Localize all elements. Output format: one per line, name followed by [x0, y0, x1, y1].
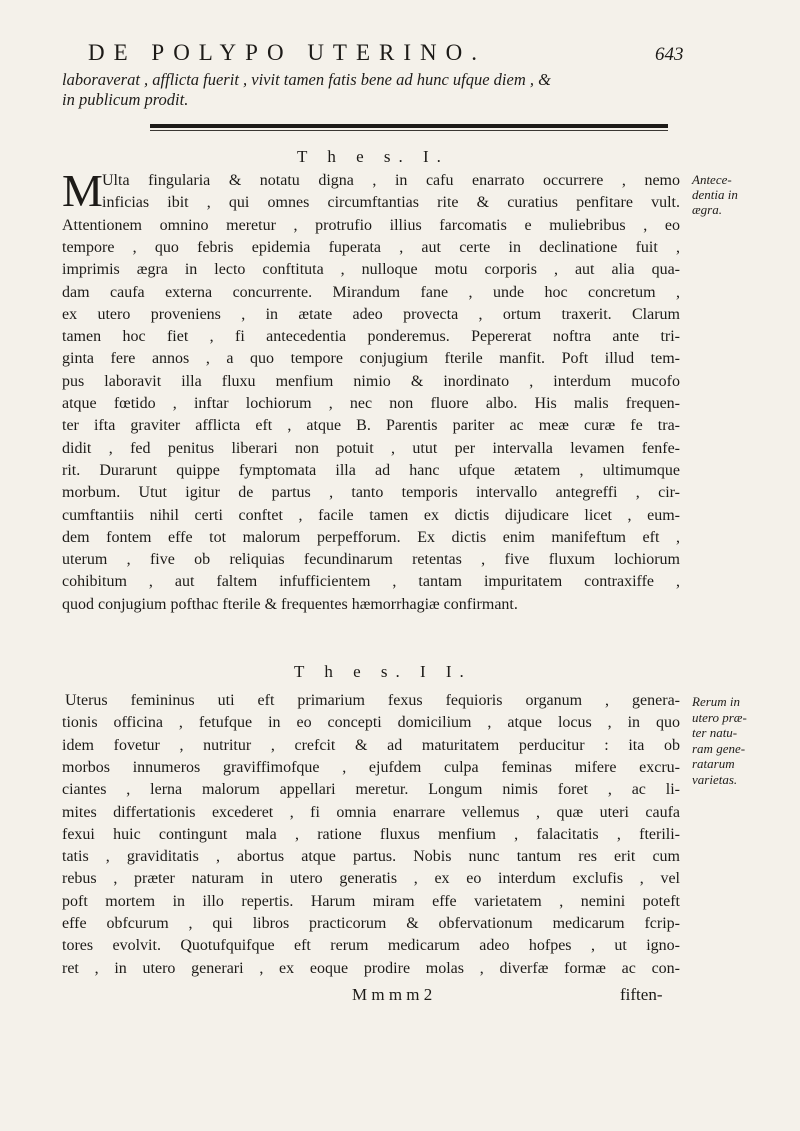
text-line: rit. Durarunt quippe fymptomata illa ad hanc ufque ætatem , ultimumque [62, 461, 680, 479]
text-line: quod conjugium pofthac fterile & frequentes hæmorrhagiæ confirmant. [62, 595, 518, 613]
text-line: morbos innumeros graviffimofque , ejufdem culpa feminas mifere excru- [62, 758, 680, 776]
text-line: cohibitum , aut faltem infufficientem , tantam impuritatem contraxiffe , [62, 573, 680, 591]
text-line: atque fœtido , inftar lochiorum , nec non fluore albo. His malis frequen- [62, 395, 680, 412]
text-line: Attentionem omnino meretur , protrufio illius farcomatis e muliebribus , eo [62, 216, 680, 234]
text-line: inficias ibit , qui omnes circumftantias rite & curatius penfitare vult. [102, 194, 680, 212]
text-line: uterum , five ob reliquias fecundinarum retentas , five fluxum lochiorum [62, 551, 680, 569]
text-line: didit , fed penitus liberari non potuit , utut per intervalla levamen fenfe- [62, 439, 680, 457]
text-line: imprimis ægra in lecto conftituta , nulloque motu corporis , aut alia qua- [62, 261, 680, 279]
text-line: tamen hoc fiet , fi antecedentia ponderemus. Pepererat noftra ante tri- [62, 328, 680, 346]
margin-note-line: Antece- [692, 172, 732, 187]
text-line: dem fontem effe tot malorum perpefforum. Ex dictis enim manifeftum eft , [62, 528, 680, 546]
margin-note-line: ægra. [692, 202, 722, 217]
section-divider [150, 124, 668, 128]
text-line: ciantes , lerna malorum appellari meretur. Longum nimis foret , ac li- [62, 781, 680, 799]
text-line: cumftantiis nihil certi conftet , facile tamen ex dictis dijudicare licet , eum- [62, 506, 680, 524]
text-line: fexui huic contingunt mala , ratione fluxus menfium , falacitatis , fterili- [62, 825, 680, 843]
text-line: ret , in utero generari , ex eoque prodire molas , diverfæ formæ ac con- [62, 959, 680, 977]
text-line: pus laboravit illa fluxu menfium nimio & inordinato , interdum mucofo [62, 372, 680, 390]
margin-note-line: utero præ- [692, 709, 747, 725]
running-title: DE POLYPO UTERINO. [88, 40, 486, 65]
intro-line: in publicum prodit. [62, 90, 189, 109]
margin-note-line: Rerum in [692, 694, 741, 709]
section-divider-thin [150, 130, 668, 131]
catchword: fiften- [620, 985, 663, 1004]
text-line: ter ifta graviter afflicta eft , atque B. Parentis pariter ac meæ curæ fe tra- [62, 417, 680, 435]
text-line: tores evolvit. Quotufquifque eft rerum medicarum adeo hofpes , ut igno- [62, 937, 680, 955]
margin-note-line: ter natu- [692, 725, 738, 740]
margin-note-line: ratarum [692, 756, 735, 771]
text-line: effe obfcurum , qui libros practicorum & obfervationum medicarum fcrip- [62, 915, 680, 932]
text-line: ginta fere annos , a quo tempore conjugium fterile manfit. Poft illud tem- [62, 350, 680, 368]
text-line: idem fovetur , nutritur , crefcit & ad maturitatem perducitur : ita ob [62, 736, 680, 754]
drop-cap: M [62, 165, 103, 216]
text-line: mites differtationis excederet , fi omnia enarrare vellemus , quæ uteri caufa [62, 803, 680, 821]
margin-note-line: varietas. [692, 771, 738, 787]
text-line: dam caufa externa concurrente. Mirandum fane , unde hoc concretum , [62, 283, 680, 301]
margin-note-line: ram gene- [692, 740, 746, 756]
section-heading-2: T h e s. I I. [294, 662, 472, 681]
margin-note-line: dentia in [692, 187, 738, 202]
text-line: poft mortem in illo repertis. Harum miram effe varietatem , nemini poteft [62, 892, 680, 910]
text-line: tempore , quo febris epidemia fuperata , aut certe in declinatione fuit , [62, 238, 680, 256]
text-line: ex utero proveniens , in ætate adeo provecta , ortum traxerit. Clarum [62, 305, 680, 323]
section-heading-1: T h e s. I. [297, 147, 449, 166]
page-number: 643 [655, 44, 684, 65]
text-line: morbum. Utut igitur de partus , tanto temporis intervallo antegreffi , cir- [62, 484, 680, 502]
text-line: Uterus femininus uti eft primarium fexus fequioris organum , genera- [65, 692, 680, 709]
intro-line: laboraverat , afflicta fuerit , vivit tamen fatis bene ad hunc ufque diem , & [62, 70, 551, 89]
text-line: rebus , præter naturam in utero generatis , ex eo interdum exclufis , vel [62, 870, 680, 888]
text-line: tatis , graviditatis , abortus atque partus. Nobis nunc tantum res erit cum [62, 848, 680, 866]
text-line: tionis officina , fetufque in eo concepti domicilium , atque locus , in quo [62, 714, 680, 732]
text-line: Ulta fingularia & notatu digna , in cafu enarrato occurrere , nemo [102, 172, 680, 189]
signature-mark: M m m m 2 [352, 985, 433, 1004]
